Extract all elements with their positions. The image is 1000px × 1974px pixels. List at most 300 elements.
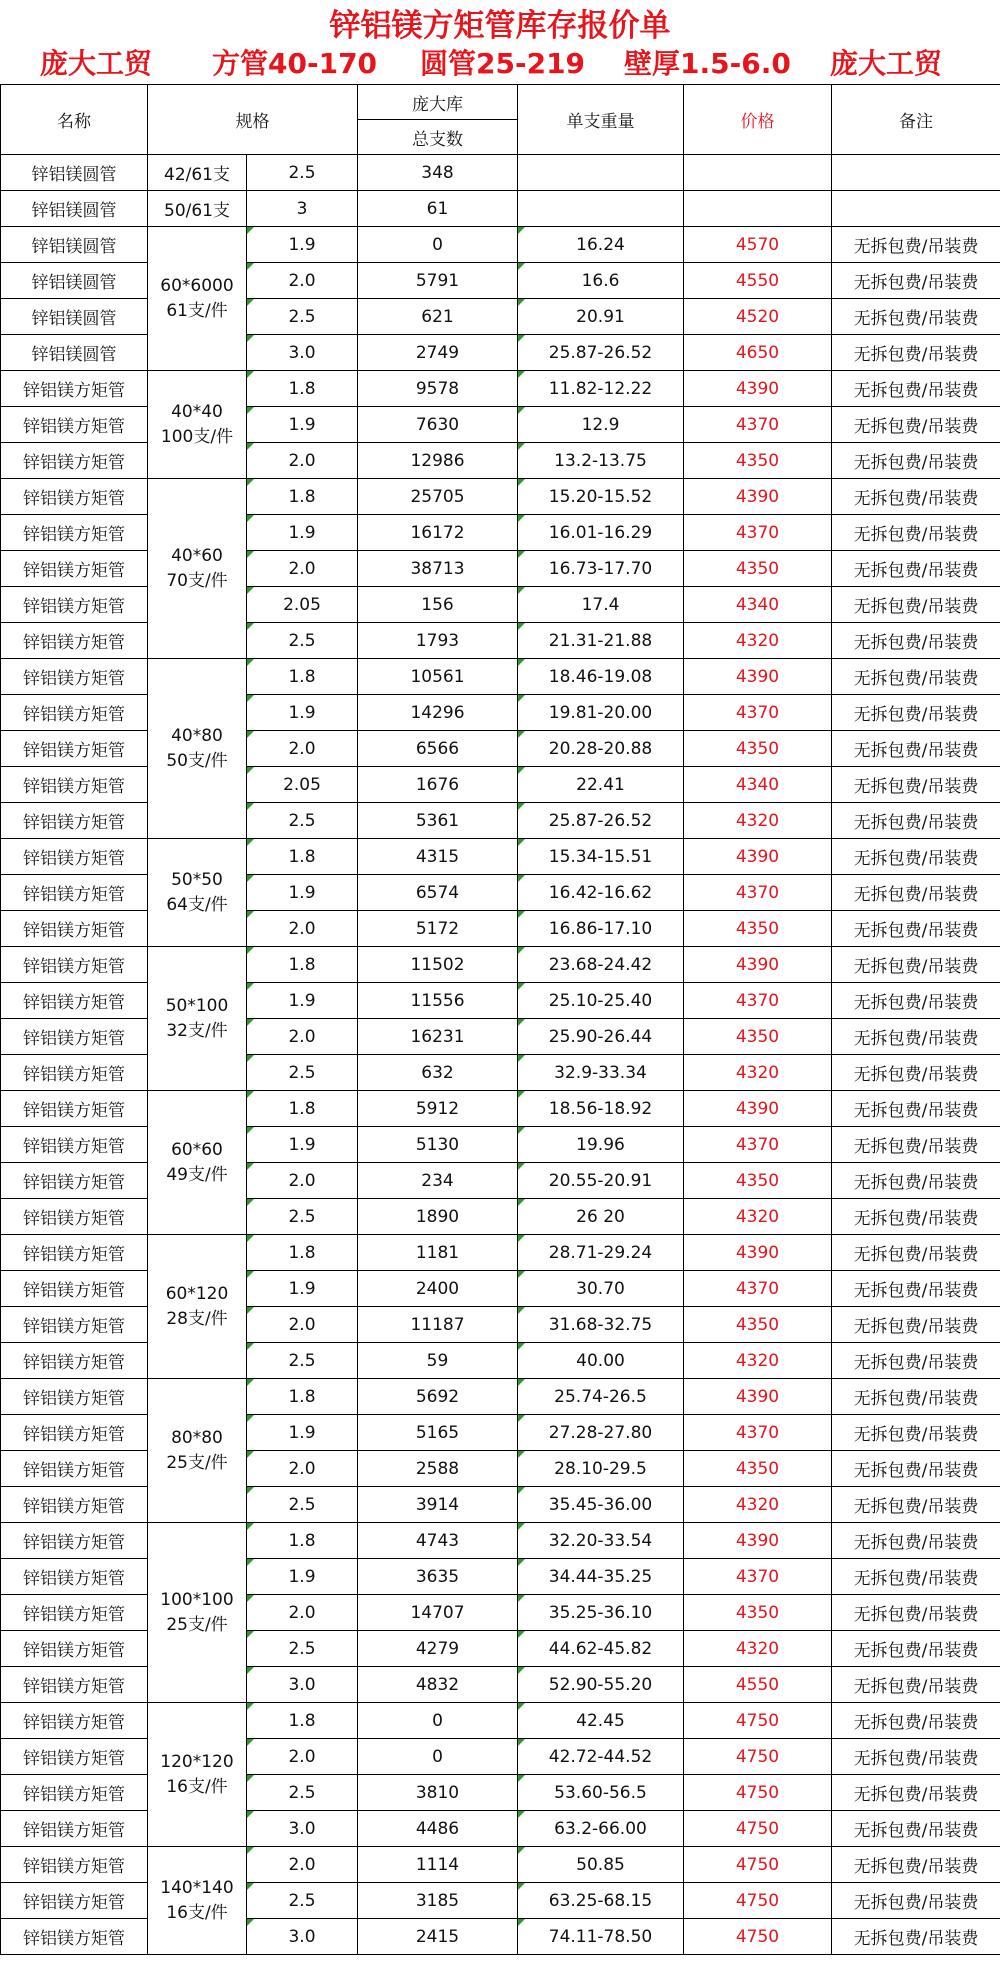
product-name-cell: 锌铝镁方矩管 — [1, 695, 148, 731]
price-cell: 4750 — [684, 1847, 832, 1883]
note-cell: 无拆包费/吊装费 — [832, 1127, 1000, 1163]
unit-weight-cell: 22.41 — [518, 767, 684, 803]
stock-count-cell: 0 — [358, 227, 518, 263]
price-cell: 4320 — [684, 1343, 832, 1379]
thickness-cell: 1.8 — [247, 659, 358, 695]
unit-weight-cell: 25.87-26.52 — [518, 335, 684, 371]
header-spec: 规格 — [148, 85, 358, 155]
stock-count-cell: 5791 — [358, 263, 518, 299]
price-cell: 4750 — [684, 1811, 832, 1847]
thickness-cell: 2.5 — [247, 1775, 358, 1811]
product-name-cell: 锌铝镁方矩管 — [1, 1919, 148, 1955]
unit-weight-cell: 32.9-33.34 — [518, 1055, 684, 1091]
product-name-cell: 锌铝镁方矩管 — [1, 1451, 148, 1487]
spec-cell: 120*120 16支/件 — [148, 1703, 247, 1847]
unit-weight-cell: 16.24 — [518, 227, 684, 263]
thickness-cell: 1.9 — [247, 1559, 358, 1595]
thickness-cell: 1.9 — [247, 1127, 358, 1163]
price-cell: 4320 — [684, 623, 832, 659]
product-name-cell: 锌铝镁方矩管 — [1, 839, 148, 875]
stock-count-cell: 1114 — [358, 1847, 518, 1883]
price-cell: 4390 — [684, 479, 832, 515]
thickness-cell: 1.8 — [247, 1235, 358, 1271]
product-name-cell: 锌铝镁方矩管 — [1, 1127, 148, 1163]
thickness-cell: 2.5 — [247, 1883, 358, 1919]
table-row — [1, 155, 1000, 191]
unit-weight-cell: 16.01-16.29 — [518, 515, 684, 551]
note-cell: 无拆包费/吊装费 — [832, 443, 1000, 479]
note-cell: 无拆包费/吊装费 — [832, 695, 1000, 731]
product-name-cell: 锌铝镁方矩管 — [1, 1595, 148, 1631]
spec-cell: 40*80 50支/件 — [148, 659, 247, 839]
unit-weight-cell: 15.20-15.52 — [518, 479, 684, 515]
inventory-table — [0, 84, 1000, 1955]
price-cell: 4370 — [684, 1559, 832, 1595]
thickness-cell: 2.05 — [247, 587, 358, 623]
stock-count-cell: 348 — [358, 155, 518, 191]
thickness-cell: 2.0 — [247, 1595, 358, 1631]
product-name-cell: 锌铝镁方矩管 — [1, 1163, 148, 1199]
unit-weight-cell: 27.28-27.80 — [518, 1415, 684, 1451]
product-name-cell: 锌铝镁方矩管 — [1, 1703, 148, 1739]
unit-weight-cell: 34.44-35.25 — [518, 1559, 684, 1595]
unit-weight-cell: 16.6 — [518, 263, 684, 299]
stock-count-cell: 61 — [358, 191, 518, 227]
thickness-cell: 2.0 — [247, 1307, 358, 1343]
thickness-cell: 1.9 — [247, 695, 358, 731]
thickness-cell: 3.0 — [247, 1811, 358, 1847]
stock-count-cell: 5692 — [358, 1379, 518, 1415]
unit-weight-cell — [518, 191, 684, 227]
thickness-cell: 2.0 — [247, 1847, 358, 1883]
note-cell: 无拆包费/吊装费 — [832, 227, 1000, 263]
note-cell: 无拆包费/吊装费 — [832, 407, 1000, 443]
stock-count-cell: 5361 — [358, 803, 518, 839]
unit-weight-cell: 25.10-25.40 — [518, 983, 684, 1019]
note-cell: 无拆包费/吊装费 — [832, 263, 1000, 299]
unit-weight-cell: 19.81-20.00 — [518, 695, 684, 731]
unit-weight-cell: 63.25-68.15 — [518, 1883, 684, 1919]
price-cell: 4570 — [684, 227, 832, 263]
thickness-cell: 1.8 — [247, 1091, 358, 1127]
table-row — [1, 191, 1000, 227]
unit-weight-cell: 74.11-78.50 — [518, 1919, 684, 1955]
table-row — [1, 1235, 1000, 1271]
thickness-cell: 2.0 — [247, 1163, 358, 1199]
header-weight: 单支重量 — [518, 85, 684, 155]
stock-count-cell: 11502 — [358, 947, 518, 983]
thickness-cell: 1.8 — [247, 947, 358, 983]
unit-weight-cell: 42.45 — [518, 1703, 684, 1739]
product-name-cell: 锌铝镁方矩管 — [1, 587, 148, 623]
thickness-cell: 3 — [247, 191, 358, 227]
table-row — [1, 947, 1000, 983]
stock-count-cell: 632 — [358, 1055, 518, 1091]
note-cell: 无拆包费/吊装费 — [832, 515, 1000, 551]
company-name-left: 庞大工贸 — [40, 47, 153, 80]
stock-count-cell: 156 — [358, 587, 518, 623]
table-row — [1, 839, 1000, 875]
thickness-cell: 2.5 — [247, 299, 358, 335]
spec-cell: 140*140 16支/件 — [148, 1847, 247, 1955]
thickness-cell: 1.9 — [247, 407, 358, 443]
square-tube-range: 方管40-170 — [212, 47, 378, 80]
price-cell: 4320 — [684, 803, 832, 839]
note-cell: 无拆包费/吊装费 — [832, 1163, 1000, 1199]
product-name-cell: 锌铝镁方矩管 — [1, 1811, 148, 1847]
stock-count-cell: 16231 — [358, 1019, 518, 1055]
spec-cell: 60*60 49支/件 — [148, 1091, 247, 1235]
note-cell: 无拆包费/吊装费 — [832, 551, 1000, 587]
price-cell: 4390 — [684, 1523, 832, 1559]
product-name-cell: 锌铝镁方矩管 — [1, 659, 148, 695]
thickness-cell: 2.5 — [247, 803, 358, 839]
thickness-cell: 1.9 — [247, 875, 358, 911]
spec-cell: 60*6000 61支/件 — [148, 227, 247, 371]
stock-count-cell: 621 — [358, 299, 518, 335]
stock-count-cell: 2588 — [358, 1451, 518, 1487]
spec-cell: 40*60 70支/件 — [148, 479, 247, 659]
product-name-cell: 锌铝镁圆管 — [1, 227, 148, 263]
unit-weight-cell: 21.31-21.88 — [518, 623, 684, 659]
stock-count-cell: 234 — [358, 1163, 518, 1199]
product-name-cell: 锌铝镁圆管 — [1, 191, 148, 227]
stock-count-cell: 5912 — [358, 1091, 518, 1127]
note-cell: 无拆包费/吊装费 — [832, 1199, 1000, 1235]
spec-cell: 50*50 64支/件 — [148, 839, 247, 947]
product-name-cell: 锌铝镁方矩管 — [1, 1523, 148, 1559]
note-cell: 无拆包费/吊装费 — [832, 1451, 1000, 1487]
product-name-cell: 锌铝镁方矩管 — [1, 1379, 148, 1415]
unit-weight-cell: 18.46-19.08 — [518, 659, 684, 695]
stock-count-cell: 5172 — [358, 911, 518, 947]
stock-count-cell: 3185 — [358, 1883, 518, 1919]
product-name-cell: 锌铝镁方矩管 — [1, 1055, 148, 1091]
price-cell: 4370 — [684, 875, 832, 911]
thickness-cell: 2.05 — [247, 767, 358, 803]
stock-count-cell: 5130 — [358, 1127, 518, 1163]
unit-weight-cell: 52.90-55.20 — [518, 1667, 684, 1703]
price-cell: 4650 — [684, 335, 832, 371]
product-name-cell: 锌铝镁方矩管 — [1, 731, 148, 767]
note-cell: 无拆包费/吊装费 — [832, 1919, 1000, 1955]
spec-cell: 80*80 25支/件 — [148, 1379, 247, 1523]
stock-count-cell: 59 — [358, 1343, 518, 1379]
note-cell: 无拆包费/吊装费 — [832, 479, 1000, 515]
price-cell: 4340 — [684, 587, 832, 623]
thickness-cell: 2.0 — [247, 1451, 358, 1487]
stock-count-cell: 11187 — [358, 1307, 518, 1343]
product-name-cell: 锌铝镁方矩管 — [1, 1235, 148, 1271]
product-name-cell: 锌铝镁方矩管 — [1, 551, 148, 587]
price-cell: 4390 — [684, 839, 832, 875]
stock-count-cell: 14296 — [358, 695, 518, 731]
note-cell: 无拆包费/吊装费 — [832, 983, 1000, 1019]
table-row — [1, 659, 1000, 695]
unit-weight-cell: 35.25-36.10 — [518, 1595, 684, 1631]
price-cell: 4350 — [684, 1595, 832, 1631]
product-name-cell: 锌铝镁方矩管 — [1, 1631, 148, 1667]
stock-count-cell: 1181 — [358, 1235, 518, 1271]
unit-weight-cell: 35.45-36.00 — [518, 1487, 684, 1523]
note-cell: 无拆包费/吊装费 — [832, 1091, 1000, 1127]
unit-weight-cell: 16.42-16.62 — [518, 875, 684, 911]
product-name-cell: 锌铝镁方矩管 — [1, 1739, 148, 1775]
price-cell: 4370 — [684, 1271, 832, 1307]
unit-weight-cell: 17.4 — [518, 587, 684, 623]
note-cell: 无拆包费/吊装费 — [832, 1559, 1000, 1595]
header-warehouse: 庞大库 — [358, 85, 518, 120]
note-cell: 无拆包费/吊装费 — [832, 1847, 1000, 1883]
note-cell: 无拆包费/吊装费 — [832, 911, 1000, 947]
product-name-cell: 锌铝镁方矩管 — [1, 1091, 148, 1127]
wall-thickness-range: 壁厚1.5-6.0 — [624, 47, 791, 80]
spec-cell: 100*100 25支/件 — [148, 1523, 247, 1703]
product-name-cell: 锌铝镁方矩管 — [1, 767, 148, 803]
product-name-cell: 锌铝镁方矩管 — [1, 443, 148, 479]
product-name-cell: 锌铝镁方矩管 — [1, 1271, 148, 1307]
price-cell: 4350 — [684, 551, 832, 587]
stock-count-cell: 1793 — [358, 623, 518, 659]
product-name-cell: 锌铝镁方矩管 — [1, 1775, 148, 1811]
thickness-cell: 2.0 — [247, 263, 358, 299]
product-name-cell: 锌铝镁方矩管 — [1, 875, 148, 911]
note-cell: 无拆包费/吊装费 — [832, 1595, 1000, 1631]
unit-weight-cell — [518, 155, 684, 191]
stock-count-cell: 1890 — [358, 1199, 518, 1235]
note-cell: 无拆包费/吊装费 — [832, 1019, 1000, 1055]
note-cell — [832, 191, 1000, 227]
product-name-cell: 锌铝镁方矩管 — [1, 1847, 148, 1883]
note-cell: 无拆包费/吊装费 — [832, 1235, 1000, 1271]
unit-weight-cell: 23.68-24.42 — [518, 947, 684, 983]
unit-weight-cell: 25.74-26.5 — [518, 1379, 684, 1415]
note-cell: 无拆包费/吊装费 — [832, 731, 1000, 767]
note-cell: 无拆包费/吊装费 — [832, 767, 1000, 803]
stock-count-cell: 0 — [358, 1739, 518, 1775]
table-row — [1, 1091, 1000, 1127]
stock-count-cell: 3914 — [358, 1487, 518, 1523]
note-cell: 无拆包费/吊装费 — [832, 1667, 1000, 1703]
price-cell: 4390 — [684, 1091, 832, 1127]
stock-count-cell: 4279 — [358, 1631, 518, 1667]
product-name-cell: 锌铝镁方矩管 — [1, 479, 148, 515]
stock-count-cell: 1676 — [358, 767, 518, 803]
note-cell: 无拆包费/吊装费 — [832, 1487, 1000, 1523]
table-row — [1, 1523, 1000, 1559]
price-cell: 4390 — [684, 1379, 832, 1415]
thickness-cell: 2.0 — [247, 1739, 358, 1775]
unit-weight-cell: 12.9 — [518, 407, 684, 443]
price-cell: 4320 — [684, 1199, 832, 1235]
unit-weight-cell: 16.86-17.10 — [518, 911, 684, 947]
unit-weight-cell: 25.87-26.52 — [518, 803, 684, 839]
stock-count-cell: 2415 — [358, 1919, 518, 1955]
company-name-right: 庞大工贸 — [830, 47, 943, 80]
price-cell: 4370 — [684, 1127, 832, 1163]
unit-weight-cell: 16.73-17.70 — [518, 551, 684, 587]
thickness-cell: 2.0 — [247, 1019, 358, 1055]
note-cell: 无拆包费/吊装费 — [832, 1379, 1000, 1415]
thickness-cell: 1.9 — [247, 1271, 358, 1307]
thickness-cell: 3.0 — [247, 1667, 358, 1703]
stock-count-cell: 9578 — [358, 371, 518, 407]
price-cell: 4350 — [684, 1307, 832, 1343]
thickness-cell: 2.5 — [247, 1487, 358, 1523]
price-cell: 4340 — [684, 767, 832, 803]
header-total-count: 总支数 — [358, 120, 518, 155]
thickness-cell: 2.0 — [247, 911, 358, 947]
note-cell: 无拆包费/吊装费 — [832, 1415, 1000, 1451]
product-name-cell: 锌铝镁方矩管 — [1, 911, 148, 947]
price-cell: 4320 — [684, 1487, 832, 1523]
product-name-cell: 锌铝镁方矩管 — [1, 1307, 148, 1343]
unit-weight-cell: 13.2-13.75 — [518, 443, 684, 479]
stock-count-cell: 12986 — [358, 443, 518, 479]
price-cell: 4750 — [684, 1739, 832, 1775]
price-cell: 4350 — [684, 1019, 832, 1055]
price-cell: 4370 — [684, 1415, 832, 1451]
stock-count-cell: 3810 — [358, 1775, 518, 1811]
product-name-cell: 锌铝镁方矩管 — [1, 1883, 148, 1919]
product-name-cell: 锌铝镁圆管 — [1, 263, 148, 299]
product-name-cell: 锌铝镁方矩管 — [1, 1343, 148, 1379]
unit-weight-cell: 32.20-33.54 — [518, 1523, 684, 1559]
unit-weight-cell: 50.85 — [518, 1847, 684, 1883]
price-cell: 4750 — [684, 1775, 832, 1811]
price-cell: 4370 — [684, 407, 832, 443]
stock-count-cell: 0 — [358, 1703, 518, 1739]
price-cell: 4550 — [684, 1667, 832, 1703]
note-cell: 无拆包费/吊装费 — [832, 371, 1000, 407]
spec-cell: 50*100 32支/件 — [148, 947, 247, 1091]
thickness-cell: 1.9 — [247, 983, 358, 1019]
thickness-cell: 2.0 — [247, 731, 358, 767]
stock-count-cell: 16172 — [358, 515, 518, 551]
price-cell: 4370 — [684, 695, 832, 731]
note-cell: 无拆包费/吊装费 — [832, 1271, 1000, 1307]
note-cell: 无拆包费/吊装费 — [832, 1775, 1000, 1811]
table-row — [1, 1379, 1000, 1415]
table-row — [1, 371, 1000, 407]
spec-cell: 50/61支 — [148, 191, 247, 227]
note-cell: 无拆包费/吊装费 — [832, 1307, 1000, 1343]
note-cell: 无拆包费/吊装费 — [832, 875, 1000, 911]
table-row — [1, 479, 1000, 515]
note-cell: 无拆包费/吊装费 — [832, 299, 1000, 335]
unit-weight-cell: 31.68-32.75 — [518, 1307, 684, 1343]
note-cell: 无拆包费/吊装费 — [832, 803, 1000, 839]
note-cell: 无拆包费/吊装费 — [832, 1523, 1000, 1559]
price-cell: 4750 — [684, 1883, 832, 1919]
stock-count-cell: 7630 — [358, 407, 518, 443]
unit-weight-cell: 53.60-56.5 — [518, 1775, 684, 1811]
unit-weight-cell: 20.55-20.91 — [518, 1163, 684, 1199]
stock-count-cell: 6566 — [358, 731, 518, 767]
unit-weight-cell: 15.34-15.51 — [518, 839, 684, 875]
unit-weight-cell: 20.91 — [518, 299, 684, 335]
price-cell: 4350 — [684, 1163, 832, 1199]
product-name-cell: 锌铝镁方矩管 — [1, 1415, 148, 1451]
price-cell: 4320 — [684, 1631, 832, 1667]
price-cell: 4350 — [684, 1451, 832, 1487]
table-row — [1, 227, 1000, 263]
stock-count-cell: 2400 — [358, 1271, 518, 1307]
thickness-cell: 1.8 — [247, 371, 358, 407]
thickness-cell: 1.9 — [247, 515, 358, 551]
note-cell: 无拆包费/吊装费 — [832, 587, 1000, 623]
unit-weight-cell: 25.90-26.44 — [518, 1019, 684, 1055]
stock-count-cell: 25705 — [358, 479, 518, 515]
note-cell: 无拆包费/吊装费 — [832, 1811, 1000, 1847]
product-name-cell: 锌铝镁方矩管 — [1, 1487, 148, 1523]
thickness-cell: 2.0 — [247, 551, 358, 587]
note-cell: 无拆包费/吊装费 — [832, 1343, 1000, 1379]
product-name-cell: 锌铝镁方矩管 — [1, 407, 148, 443]
product-name-cell: 锌铝镁方矩管 — [1, 371, 148, 407]
product-name-cell: 锌铝镁方矩管 — [1, 623, 148, 659]
unit-weight-cell: 40.00 — [518, 1343, 684, 1379]
unit-weight-cell: 18.56-18.92 — [518, 1091, 684, 1127]
note-cell: 无拆包费/吊装费 — [832, 335, 1000, 371]
thickness-cell: 1.9 — [247, 227, 358, 263]
table-row — [1, 1703, 1000, 1739]
unit-weight-cell: 30.70 — [518, 1271, 684, 1307]
stock-count-cell: 3635 — [358, 1559, 518, 1595]
spec-cell: 42/61支 — [148, 155, 247, 191]
product-name-cell: 锌铝镁方矩管 — [1, 1199, 148, 1235]
header-note: 备注 — [832, 85, 1000, 155]
thickness-cell: 3.0 — [247, 1919, 358, 1955]
product-name-cell: 锌铝镁方矩管 — [1, 1559, 148, 1595]
product-name-cell: 锌铝镁方矩管 — [1, 1667, 148, 1703]
sheet-title: 锌铝镁方矩管库存报价单 — [329, 8, 671, 44]
product-name-cell: 锌铝镁方矩管 — [1, 983, 148, 1019]
thickness-cell: 2.0 — [247, 443, 358, 479]
price-cell — [684, 155, 832, 191]
note-cell — [832, 155, 1000, 191]
note-cell: 无拆包费/吊装费 — [832, 1739, 1000, 1775]
thickness-cell: 2.5 — [247, 1631, 358, 1667]
thickness-cell: 1.8 — [247, 839, 358, 875]
spec-cell: 40*40 100支/件 — [148, 371, 247, 479]
product-name-cell: 锌铝镁方矩管 — [1, 1019, 148, 1055]
unit-weight-cell: 28.71-29.24 — [518, 1235, 684, 1271]
note-cell: 无拆包费/吊装费 — [832, 659, 1000, 695]
price-cell: 4750 — [684, 1919, 832, 1955]
note-cell: 无拆包费/吊装费 — [832, 947, 1000, 983]
price-cell: 4390 — [684, 371, 832, 407]
thickness-cell: 2.5 — [247, 1343, 358, 1379]
unit-weight-cell: 19.96 — [518, 1127, 684, 1163]
header-price: 价格 — [684, 85, 832, 155]
stock-count-cell: 4832 — [358, 1667, 518, 1703]
header-name: 名称 — [1, 85, 148, 155]
unit-weight-cell: 44.62-45.82 — [518, 1631, 684, 1667]
note-cell: 无拆包费/吊装费 — [832, 839, 1000, 875]
stock-count-cell: 4486 — [358, 1811, 518, 1847]
thickness-cell: 2.5 — [247, 1199, 358, 1235]
thickness-cell: 2.5 — [247, 623, 358, 659]
thickness-cell: 1.9 — [247, 1415, 358, 1451]
price-cell: 4550 — [684, 263, 832, 299]
price-cell: 4520 — [684, 299, 832, 335]
stock-count-cell: 6574 — [358, 875, 518, 911]
subtitle-bar — [0, 44, 1000, 84]
product-name-cell: 锌铝镁圆管 — [1, 335, 148, 371]
header-row — [1, 85, 1000, 120]
unit-weight-cell: 26 20 — [518, 1199, 684, 1235]
